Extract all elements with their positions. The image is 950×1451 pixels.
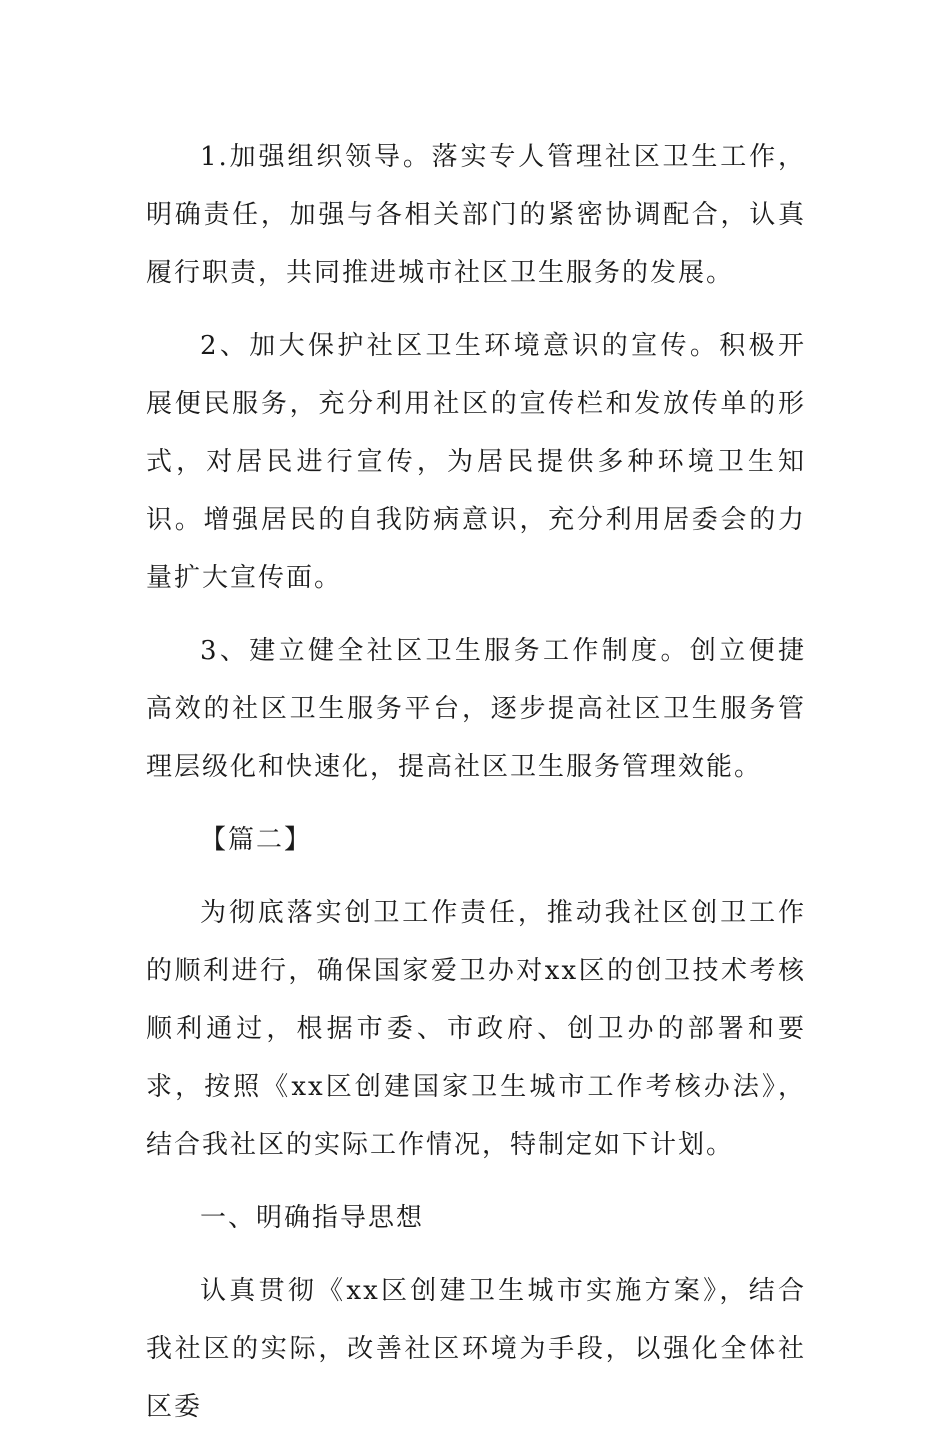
paragraph-awareness-publicity: 2、加大保护社区卫生环境意识的宣传。积极开展便民服务，充分利用社区的宣传栏和发放传单的形式，对居民进行宣传，为居民提供多种环境卫生知识。增强居民的自我防病意识，充分利用居委会的力量扩大宣传面。 <box>146 331 806 593</box>
paragraph-organization-leadership: 1.加强组织领导。落实专人管理社区卫生工作，明确责任，加强与各相关部门的紧密协调配合，认真履行职责，共同推进城市社区卫生服务的发展。 <box>146 142 806 288</box>
document-body <box>146 128 806 1451</box>
section-heading-guiding-idea: 一、明确指导思想 <box>200 1203 425 1233</box>
paragraph-service-system: 3、建立健全社区卫生服务工作制度。创立便捷高效的社区卫生服务平台，逐步提高社区卫生服务管理层级化和快速化，提高社区卫生服务管理效能。 <box>146 636 806 782</box>
paragraph-plan-intro: 为彻底落实创卫工作责任，推动我社区创卫工作的顺利进行，确保国家爱卫办对xx区的创卫技术考核顺利通过，根据市委、市政府、创卫办的部署和要求，按照《xx区创建国家卫生城市工作考核办法》，结合我社区的实际工作情况，特制定如下计划。 <box>146 898 806 1160</box>
section-heading-part-two: 【篇二】 <box>200 825 313 855</box>
paragraph-implementation: 认真贯彻《xx区创建卫生城市实施方案》，结合我社区的实际，改善社区环境为手段，以强化全体社区委 <box>146 1276 806 1422</box>
